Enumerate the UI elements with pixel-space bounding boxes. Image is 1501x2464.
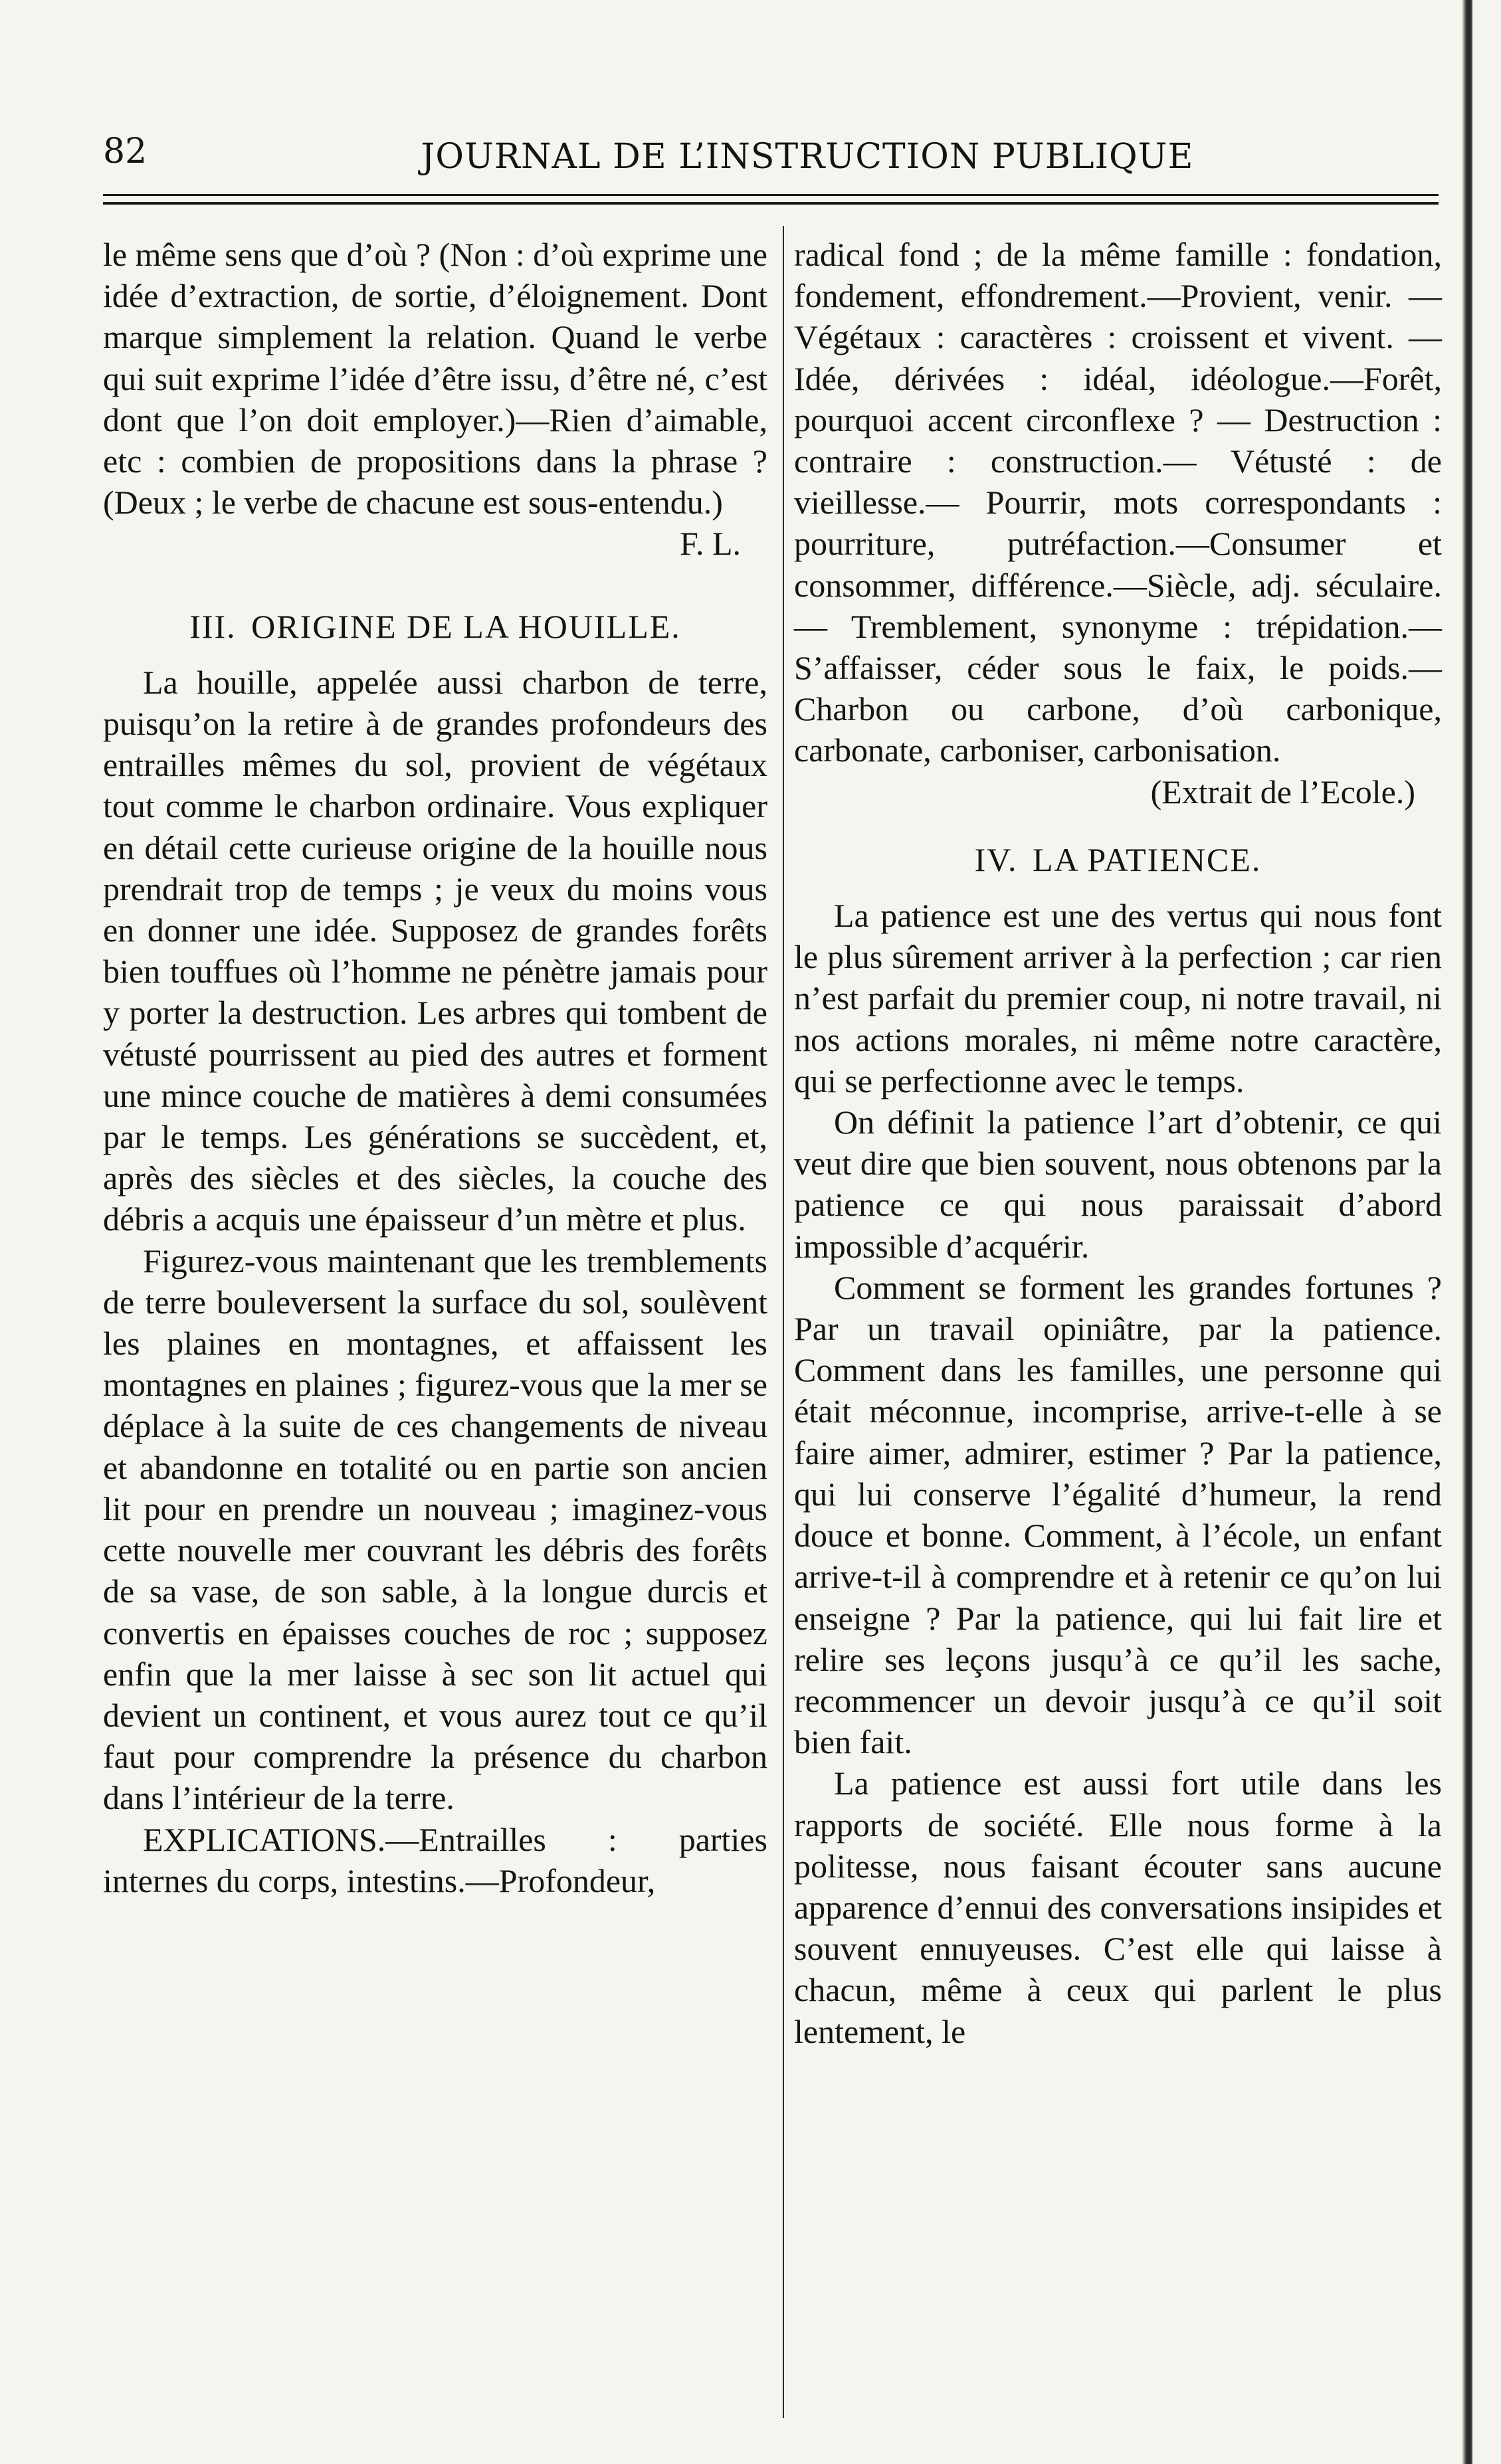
spacer	[794, 812, 1442, 839]
source-note: (Extrait de l’Ecole.)	[1150, 773, 1415, 810]
spacer	[103, 647, 767, 662]
section-heading-origine	[103, 606, 767, 647]
section-number: IV.	[974, 840, 1018, 878]
spacer	[794, 880, 1442, 895]
page-header	[103, 125, 1439, 185]
binding-edge	[1462, 0, 1472, 2464]
paragraph-societe: La patience est aussi fort utile dans les rapports de société. Elle nous forme à la politesse, nous faisant écouter sans aucune apparence d’ennui des conversations insipides et souvent ennuyeuses. C’est elle qui laisse à chacun, même à ceux qui parlent le plus lentement, le	[794, 1764, 1442, 2050]
section-title: ORIGINE DE LA HOUILLE.	[251, 607, 681, 645]
paragraph-fortunes: Comment se forment les grandes fortunes ? Par un travail opiniâtre, par la patience. Comment dans les familles, une personne qui était méconnue, incomprise, arrive-t-elle à se faire aimer, admirer, estimer ? Par la patience, qui lui conserve l’égalité d’humeur, la rend douce et bonne. Comment, à l’école, un enfant arrive-t-il à comprendre et à retenir ce qu’on lui enseigne ? Par la patience, qui lui fait lire et relire ses leçons jusqu’à ce qu’il les sache, recommencer un devoir jusqu’à ce qu’il soit bien fait.	[794, 1268, 1442, 1761]
author-signature: F. L.	[680, 525, 741, 563]
page-number: 82	[103, 132, 148, 171]
continued-paragraph: le même sens que d’où ? (Non : d’où exprime une idée d’extraction, de sortie, d’éloignement. Dont marque simplement la relation. Quand le verbe qui suit exprime l’idée d’être issu, d’être né, c’est dont que l’on doit employer.)—Rien d’aimable, etc : combien de propositions dans la phrase ? (Deux ; le verbe de chacune est sous-entendu.)	[103, 236, 767, 521]
paragraph-houille: La houille, appelée aussi charbon de terre, puisqu’on la retire à de grandes profondeurs des entrailles mêmes du sol, provient de végétaux tout comme le charbon ordinaire. Vous expliquer en détail cette curieuse origine de la houille nous prendrait trop de temps ; je veux du moins vous en donner une idée. Supposez de grandes forêts bien touffues où l’homme ne pénètre jamais pour y porter la destruction. Les arbres qui tombent de vétusté pourrissent au pied des autres et forment une mince couche de matières à demi consumées par le temps. Les générations se succèdent, et, après des siècles et des siècles, la couche des débris a acquis une épaisseur d’un mètre et plus.	[103, 663, 767, 1238]
paragraph-art-obtenir: On définit la patience l’art d’obtenir, ce qui veut dire que bien souvent, nous obtenons par la patience ce qui nous paraissait d’abord impossible d’acquérir.	[794, 1103, 1442, 1265]
paragraph-tremblements: Figurez-vous maintenant que les tremblements de terre bouleversent la surface du sol, soulèvent les plaines en montagnes, et affaissent les montagnes en plaines ; figurez-vous que la mer se déplace à la suite de ces changements de niveau et abandonne en totalité ou en partie son ancien lit pour en prendre un nouveau ; imaginez-vous cette nouvelle mer couvrant les débris des forêts de sa vase, de son sable, à la longue durcis et convertis en épaisses couches de roc ; supposez enfin que la mer laisse à sec son lit actuel qui devient un continent, et vous aurez tout ce qu’il faut pour comprendre la présence du charbon dans l’intérieur de la terre.	[103, 1242, 767, 1817]
right-column	[794, 234, 1442, 2052]
section-number: III.	[189, 607, 237, 645]
section-heading-patience	[794, 839, 1442, 880]
running-title: JOURNAL DE L’INSTRUCTION PUBLIQUE	[421, 137, 1194, 177]
spacer	[103, 565, 767, 606]
paragraph-patience-vertu: La patience est une des vertus qui nous font le plus sûrement arriver à la perfection ; car rien n’est parfait du premier coup, ni notre travail, ni nos actions morales, ni même notre caractère, qui se perfectionne avec le temps.	[794, 897, 1442, 1099]
column-divider	[783, 226, 784, 2418]
header-rule-thick	[103, 202, 1439, 205]
paragraph-explications: EXPLICATIONS.—Entrailles : parties internes du corps, intestins.—Profondeur,	[103, 1820, 767, 1899]
header-rule-thin	[103, 194, 1439, 196]
section-title: LA PATIENCE.	[1032, 840, 1262, 878]
explications-continued: radical fond ; de la même famille : fondation, fondement, effondrement.—Provient, venir. — Végétaux : caractères : croissent et vivent. — Idée, dérivées : idéal, idéologue.—Forêt, pourquoi accent circonflexe ? — Destruction : contraire : construction.— Vétusté : de vieillesse.— Pourrir, mots correspondants : pourriture, putréfaction.—Consumer et consommer, différence.—Siècle, adj. séculaire.— Tremblement, synonyme : trépidation.— S’affaisser, céder sous le faix, le poids.— Charbon ou carbone, d’où carbonique, carbonate, carboniser, carbonisation.	[794, 236, 1442, 769]
left-column	[103, 234, 767, 1901]
